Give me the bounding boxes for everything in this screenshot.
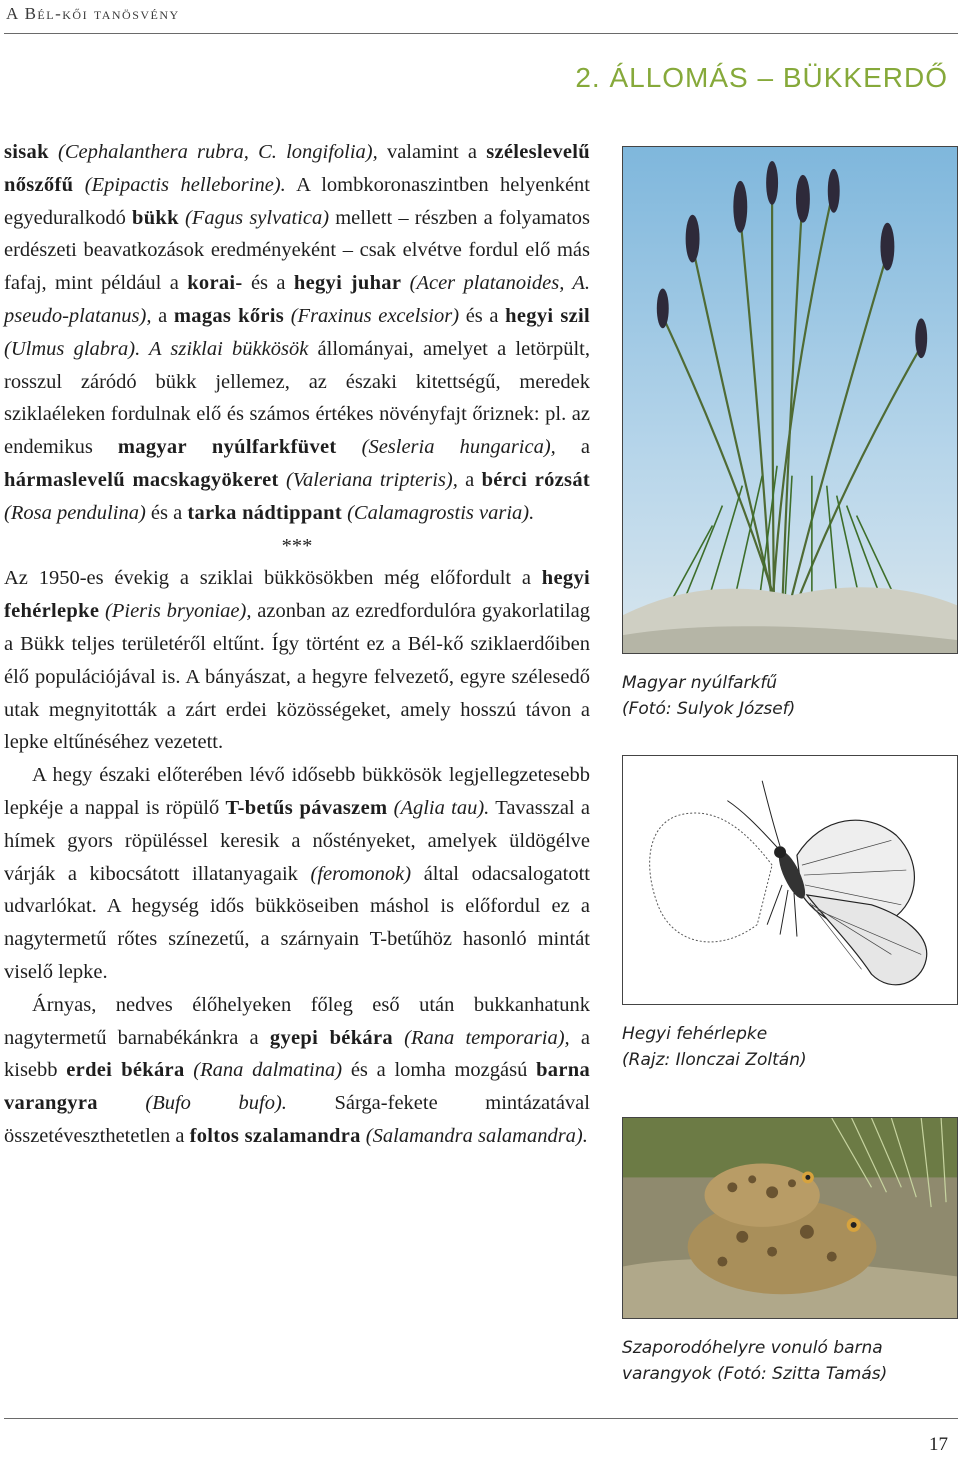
bold-term: hegyi szil [505, 304, 590, 327]
text-run: a [457, 468, 482, 491]
bold-term: tarka nádtippant [187, 501, 342, 524]
footer-rule [4, 1418, 958, 1419]
grass-caption-title: Magyar nyúlfarkfű [622, 673, 778, 693]
bold-term: magyar nyúlfarkfüvet [117, 436, 337, 459]
grass-caption-credit: (Fotó: Sulyok József) [622, 699, 796, 719]
figure-toads [622, 1117, 958, 1387]
italic-term: (Rana dalmatina) [184, 1059, 343, 1082]
text-run: valamint a [377, 141, 487, 163]
text-run: által odacsalogatott udvarlókat. A hegység idős bükköseiben máshol is előfordul ez a nagytermetű rőtes színezetű, a szárnyain T-betűhöz hasonló mintát viselő lepke. [4, 862, 590, 983]
bold-term: foltos szalamandra [189, 1124, 361, 1147]
text-run: Tavasszal a hímek gyors röpüléssel keresik a nőstényeket, amelyek üldögélve várják a kibocsátott illatanyagaik [4, 796, 590, 885]
italic-term: (Bufo bufo). [97, 1092, 287, 1115]
bold-term: korai- [187, 272, 243, 295]
italic-term: (Cephalanthera rubra, C. longifolia), [48, 141, 378, 163]
butterfly-caption [622, 1021, 958, 1073]
text-run: és a [145, 501, 188, 524]
italic-term: (Aglia tau). [387, 796, 490, 819]
italic-term: (Calamagrostis varia). [341, 501, 535, 524]
paragraph-1 [4, 136, 590, 530]
figure-butterfly [622, 755, 958, 1073]
section-title: 2. ÁLLOMÁS – BÜKKERDŐ [575, 62, 948, 93]
text-run: a kisebb [4, 1026, 590, 1082]
bold-term: hegyi juhar [293, 272, 402, 295]
italic-term: (feromonok) [310, 862, 412, 885]
section-separator: *** [281, 534, 313, 557]
running-header: A Bél-kői tanösvény [6, 4, 180, 23]
text-run: és a [242, 272, 294, 295]
bold-term: hegyi fehérlepke [4, 567, 590, 623]
text-run: Az 1950-es évekig a sziklai bükkösökben még előfordult a [4, 567, 542, 590]
text-run: A lombkoronaszintben helyenként egyeduralkodó [4, 173, 590, 229]
text-run: azonban az ezredfordulóra gyakorlatilag a Bükk teljes területéről eltűnt. Így történt ez a Bél-kő sziklaerdőiben élő populációjával is. A bányászat, a hegyre felvezető, egyre szélesedő utak megnyitották a zárt erdei közösségeket, amely hosszú távon a lepke eltűnéséhez vezetett. [4, 600, 590, 754]
bold-term: hármaslevelű macskagyökeret [4, 468, 279, 491]
bold-term: sisak [4, 141, 49, 163]
toads-caption-line-2: varangyok (Fotó: Szitta Tamás) [622, 1364, 888, 1384]
italic-term: (Rana temporaria), [392, 1026, 570, 1049]
italic-term: (Ulmus glabra). A sziklai bükkösök [4, 337, 309, 360]
text-run: a [555, 436, 590, 459]
toads-caption [622, 1335, 958, 1387]
text-run: a [151, 304, 174, 327]
text-run: állományai, amelyet a letörpült, rosszul záródó bükk jellemez, az északi kitettségű, meredek sziklaéleken fordulnak elő és számos értékes növényfajt őriznek: pl. az endemikus [4, 337, 590, 459]
italic-term: (Rosa pendulina) [4, 501, 146, 524]
paragraph-3 [4, 759, 590, 989]
body-text [4, 136, 590, 1153]
butterfly-drawing [622, 755, 958, 1005]
italic-term: (Salamandra salamandra). [360, 1124, 588, 1147]
figure-grass [622, 146, 958, 722]
text-run: és a [459, 304, 506, 327]
grass-photo [622, 146, 958, 654]
butterfly-caption-title: Hegyi fehérlepke [622, 1024, 768, 1044]
bold-term: barna varangyra [4, 1059, 590, 1115]
toads-caption-line-1: Szaporodóhelyre vonuló barna [622, 1338, 883, 1358]
header-rule [4, 33, 958, 34]
text-run: Sárga-fekete mintázatával összetéveszthetetlen a [4, 1092, 590, 1147]
bold-term: bükk [132, 206, 179, 229]
text-run: A hegy északi előterében lévő idősebb bükkösök legjellegzetesebb lepkéje a nappal is röpülő [4, 764, 590, 819]
italic-term: (Pieris bryoniae), [99, 600, 252, 623]
italic-term: (Fraxinus excelsior) [284, 304, 460, 327]
italic-term: (Valeriana tripteris), [278, 468, 458, 491]
bold-term: gyepi békára [269, 1026, 393, 1049]
bold-term: széleslevelű nőszőfű [4, 141, 590, 196]
italic-term: (Sesleria hungarica), [336, 436, 556, 459]
italic-term: (Epipactis helleborine). [73, 173, 286, 196]
text-run: és a lomha mozgású [342, 1059, 537, 1082]
bold-term: magas kőris [173, 304, 285, 327]
toads-photo [622, 1117, 958, 1319]
paragraph-4 [4, 989, 590, 1153]
text-run: mellett – részben a folyamatos erdészeti beavatkozások eredményeként – csak elvétve fordul elő más fafaj, mint például a [4, 206, 590, 295]
bold-term: bérci rózsát [481, 468, 591, 491]
italic-term: (Fagus sylvatica) [178, 206, 330, 229]
page-number: 17 [929, 1434, 948, 1455]
text-run: Árnyas, nedves élőhelyeken főleg eső után bukkanhatunk nagytermetű barnabékánkra a [4, 993, 590, 1049]
bold-term: erdei békára [66, 1059, 185, 1082]
bold-term: T-betűs pávaszem [225, 796, 388, 819]
italic-term: (Acer platanoides, A. pseudo-platanus), [4, 272, 590, 327]
grass-caption [622, 670, 958, 722]
paragraph-2 [4, 562, 590, 759]
butterfly-caption-credit: (Rajz: Ilonczai Zoltán) [622, 1050, 807, 1070]
